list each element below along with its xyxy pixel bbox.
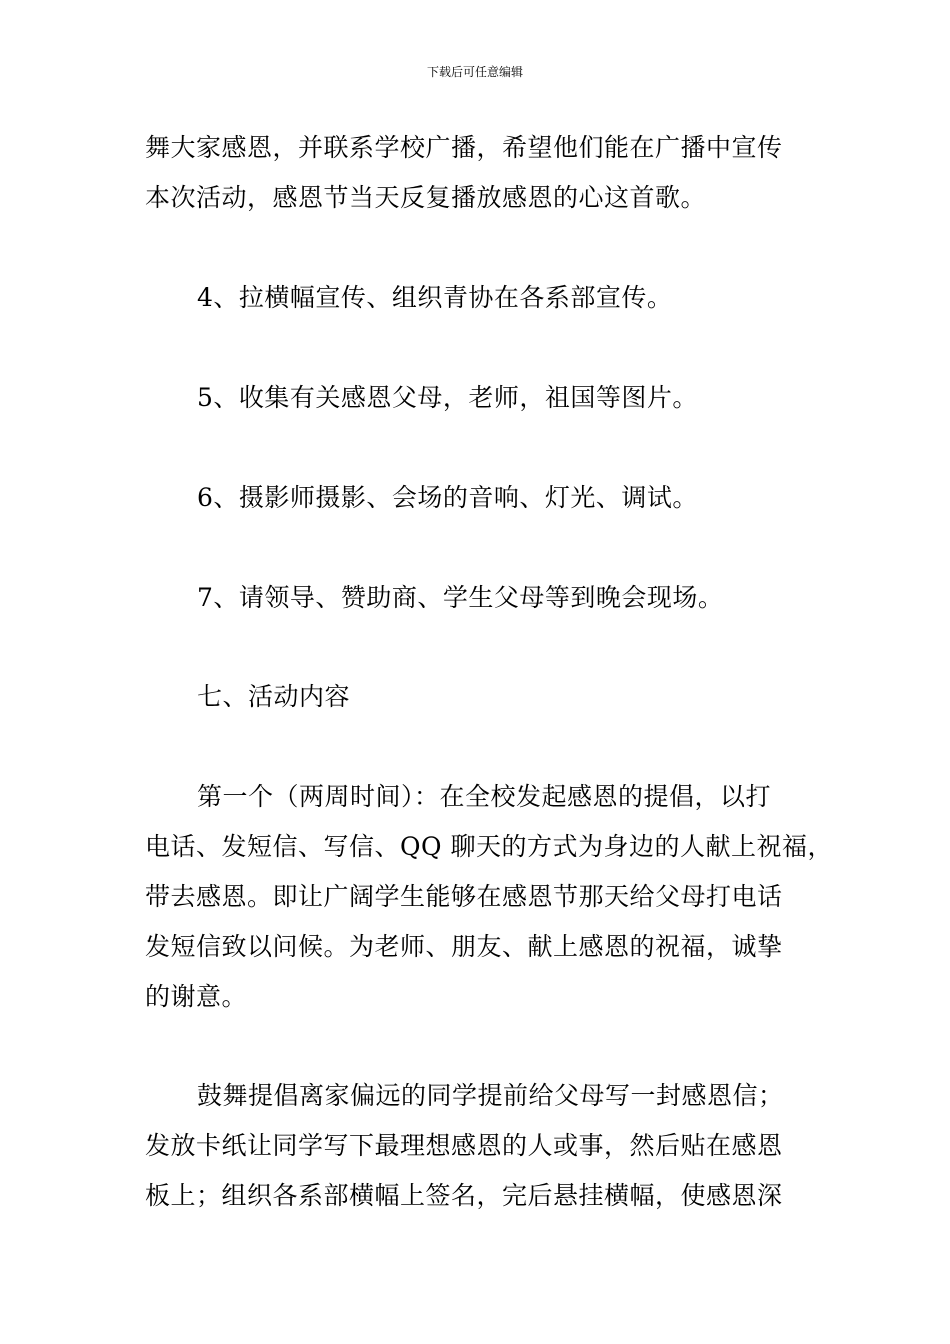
text-line: 第一个（两周时间）：在全校发起感恩的提倡，以打 <box>197 782 772 811</box>
text-line: 板上；组织各系部横幅上签名，完后悬挂横幅，使感恩深 <box>145 1181 783 1210</box>
heading-text: 七、活动内容 <box>197 682 351 711</box>
text-line: 本次活动，感恩节当天反复播放感恩的心这首歌。 <box>145 183 707 212</box>
text-line: 4、拉横幅宣传、组织青协在各系部宣传。 <box>197 283 673 312</box>
page-header: 下载后可任意编辑 <box>426 65 523 79</box>
text-line: 发放卡纸让同学写下最理想感恩的人或事，然后贴在感恩 <box>145 1131 783 1160</box>
text-line: 6、摄影师摄影、会场的音响、灯光、调试。 <box>197 483 698 512</box>
text-line: 电话、发短信、写信、QQ 聊天的方式为身边的人献上祝福， <box>145 832 833 861</box>
text-line: 7、请领导、赞助商、学生父母等到晚会现场。 <box>197 583 724 612</box>
text-line: 的谢意。 <box>145 982 248 1011</box>
text-line: 发短信致以问候。为老师、朋友、献上感恩的祝福，诚挚 <box>145 932 783 961</box>
text-line: 带去感恩。即让广阔学生能够在感恩节那天给父母打电话 <box>145 882 783 911</box>
text-line: 5、收集有关感恩父母，老师，祖国等图片。 <box>197 383 698 412</box>
text-line: 鼓舞提倡离家偏远的同学提前给父母写一封感恩信； <box>197 1081 784 1110</box>
text-line: 舞大家感恩，并联系学校广播，希望他们能在广播中宣传 <box>145 133 783 162</box>
